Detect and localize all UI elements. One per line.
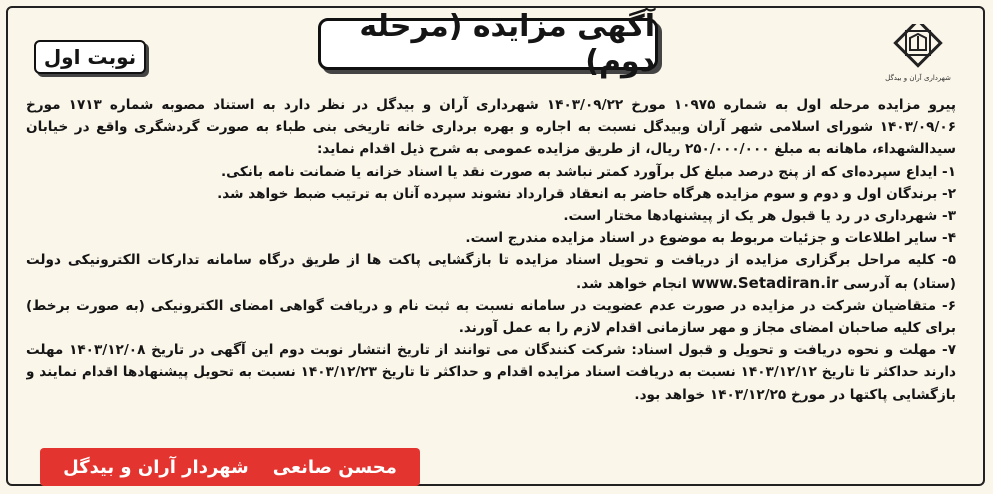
condition-item-6: ۶- متقاضیان شرکت در مزایده در صورت عدم عضویت در سامانه نسبت به ثبت نام و دریافت گواهی امضای الکترونیکی (به صورت برخط) برای کلیه صاحبان امضای مجاز و مهر سازمانی اقدام لازم را به عمل آورند. xyxy=(26,297,956,337)
logo-caption: شهرداری آران و بیدگل xyxy=(885,74,951,82)
signatory-name: محسن صانعی xyxy=(272,456,397,478)
condition-item-5 xyxy=(26,249,956,294)
signatory-position: شهردار آران و بیدگل xyxy=(63,456,249,478)
ad-body xyxy=(26,94,956,452)
emblem-icon xyxy=(880,24,956,74)
item5-suffix: انجام خواهد شد. xyxy=(576,275,687,292)
municipality-logo xyxy=(880,24,956,86)
setad-website-link[interactable]: www.Setadiran.ir xyxy=(691,273,839,292)
condition-item-1: ۱- ایداع سپرده‌ای که از پنج درصد مبلغ کل برآورد کمتر نباشد به صورت نقد یا اسناد خزانه یا ضمانت نامه بانکی. xyxy=(220,163,956,180)
item5-text: ۵- کلیه مراحل برگزاری مزایده از دریافت و تحویل اسناد مزایده تا بازگشایی پاکت ها از طریق درگاه سامانه تدارکات الکترونیکی دولت (ستاد) به آدرسی xyxy=(26,252,956,292)
condition-item-7: ۷- مهلت و نحوه دریافت و تحویل و قبول اسناد: شرکت کنندگان می توانند از تاریخ انتشار نوبت دوم این آگهی در تاریخ ۱۴۰۳/۱۲/۰۸ مهلت دارند حداکثر تا تاریخ ۱۴۰۳/۱۲/۱۲ نسبت به دریافت اسناد مزایده اقدام و حداکثر تا تاریخ ۱۴۰۳/۱۲/۲۳ نسبت به تحویل پیشنهادها اقدام نمایند و بازگشایی پاکتها در مورخ ۱۴۰۳/۱۲/۲۵ خواهد بود. xyxy=(26,342,956,403)
page-title: آگهی مزایده (مرحله دوم) xyxy=(318,18,658,70)
condition-item-4: ۴- سایر اطلاعات و جزئیات مربوط به موضوع در اسناد مزایده مندرج است. xyxy=(465,230,956,247)
condition-item-2: ۲- برندگان اول و دوم و سوم مزایده هرگاه حاضر به انعقاد قرارداد نشوند سپرده آنان به ترتیب ضبط خواهد شد. xyxy=(217,185,956,202)
round-badge: نوبت اول xyxy=(34,40,146,74)
condition-item-3: ۳- شهرداری در رد یا قبول هر یک از پیشنهادها مختار است. xyxy=(563,208,956,225)
intro-paragraph: پیرو مزایده مرحله اول به شماره ۱۰۹۷۵ مورخ ۱۴۰۳/۰۹/۲۲ شهرداری آران و بیدگل در نظر دارد به استناد مصوبه شماره ۱۷۱۳ مورخ ۱۴۰۳/۰۹/۰۶ شورای اسلامی شهر آران وبیدگل نسبت به اجاره و بهره برداری خانه تاریخی بنی طباء به صورت گردشگری واقع در خیابان سیدالشهداء، ماهانه به مبلغ ۲۵۰/۰۰۰/۰۰۰ ریال، از طریق مزایده عمومی به شرح ذیل اقدام نماید: xyxy=(26,97,956,158)
signature-bar xyxy=(40,448,420,486)
